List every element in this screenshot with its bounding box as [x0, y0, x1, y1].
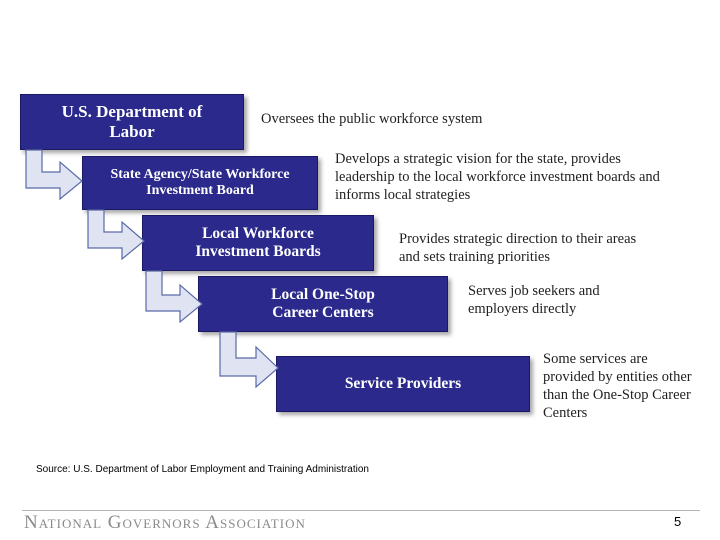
level-box-us-department-of-labor [20, 94, 244, 150]
level-description-1: Oversees the public workforce system [261, 111, 483, 127]
level-description-4: Serves job seekers and employers directly [468, 283, 600, 317]
arrow-icon-level3-to-level4 [144, 271, 204, 323]
arrow-icon-level2-to-level3 [86, 210, 146, 260]
arrow-icon-level1-to-level2 [24, 150, 84, 200]
organization-name: National Governors Association [24, 512, 306, 533]
level-box-service-providers [276, 356, 530, 412]
level-label-4: Local One-Stop Career Centers [271, 286, 375, 321]
level-box-state-agency [82, 156, 318, 210]
level-label-3: Local Workforce Investment Boards [195, 225, 321, 260]
arrow-icon-level4-to-level5 [218, 332, 280, 388]
level-description-5: Some services are provided by entities other than the One-Stop Career Centers [543, 351, 692, 421]
level-label-1: U.S. Department of Labor [61, 102, 203, 141]
footer-divider [22, 510, 700, 511]
level-box-local-workforce-boards [142, 215, 374, 271]
level-description-2: Develops a strategic vision for the state, provides leadership to the local workforce investment boards and informs local strategies [335, 151, 660, 203]
level-label-2: State Agency/State Workforce Investment Board [110, 166, 290, 198]
level-label-5: Service Providers [344, 375, 462, 393]
source-note: Source: U.S. Department of Labor Employment and Training Administration [36, 464, 369, 475]
level-box-one-stop-centers [198, 276, 448, 332]
page-number: 5 [674, 514, 682, 529]
level-description-3: Provides strategic direction to their areas and sets training priorities [399, 231, 637, 265]
